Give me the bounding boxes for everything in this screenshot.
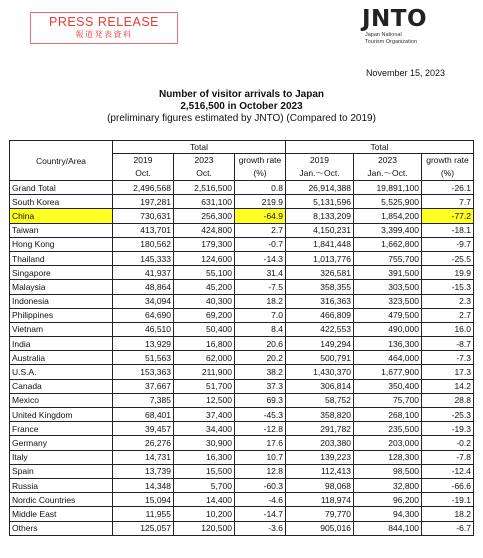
cell-ytd_g: -66.6 <box>422 478 474 492</box>
cell-oct2023: 69,200 <box>174 308 235 322</box>
cell-ytd_g: -7.3 <box>422 351 474 365</box>
cell-oct2023: 37,400 <box>174 408 235 422</box>
cell-ytd2023: 1,854,200 <box>354 209 422 223</box>
table-row <box>10 507 474 521</box>
country-name: Australia <box>10 351 113 365</box>
cell-ytd2019: 1,430,370 <box>286 365 354 379</box>
cell-ytd_g: -7.8 <box>422 450 474 464</box>
cell-oct_g: 219.9 <box>235 195 286 209</box>
cell-ytd_g: -8.7 <box>422 337 474 351</box>
cell-ytd_g: 19.9 <box>422 266 474 280</box>
cell-ytd_g: 28.8 <box>422 393 474 407</box>
cell-ytd2019: 326,581 <box>286 266 354 280</box>
table-row <box>10 478 474 492</box>
cell-oct_g: -45.3 <box>235 408 286 422</box>
cell-ytd2023: 75,700 <box>354 393 422 407</box>
cell-ytd_g: -18.1 <box>422 223 474 237</box>
cell-ytd2019: 306,814 <box>286 379 354 393</box>
cell-oct_g: 7.0 <box>235 308 286 322</box>
cell-ytd2023: 464,000 <box>354 351 422 365</box>
period-ytd-2019: Jan.～Oct. <box>286 166 354 181</box>
cell-ytd2019: 26,914,388 <box>286 181 354 195</box>
period-oct-2019: Oct. <box>113 166 174 181</box>
cell-oct2019: 413,701 <box>113 223 174 237</box>
country-name: U.S.A. <box>10 365 113 379</box>
cell-oct2023: 631,100 <box>174 195 235 209</box>
cell-ytd2023: 755,700 <box>354 251 422 265</box>
heading-total: 2,516,500 in October 2023 <box>180 101 303 112</box>
table-row <box>10 251 474 265</box>
cell-ytd_g: 17.3 <box>422 365 474 379</box>
period-oct-2023: Oct. <box>174 166 235 181</box>
unit-ytd: (%) <box>422 166 474 181</box>
cell-oct2019: 145,333 <box>113 251 174 265</box>
table-row <box>10 280 474 294</box>
cell-oct2023: 16,800 <box>174 337 235 351</box>
table-row <box>10 266 474 280</box>
cell-oct2023: 40,300 <box>174 294 235 308</box>
cell-ytd2023: 136,300 <box>354 337 422 351</box>
visitor-arrivals-table <box>9 140 474 536</box>
cell-oct_g: 8.4 <box>235 322 286 336</box>
cell-ytd2019: 118,974 <box>286 493 354 507</box>
cell-oct_g: 20.2 <box>235 351 286 365</box>
cell-oct2019: 14,731 <box>113 450 174 464</box>
cell-oct2019: 730,631 <box>113 209 174 223</box>
col-growth-oct: growth rate <box>235 154 286 167</box>
country-name: Russia <box>10 478 113 492</box>
cell-ytd2019: 4,150,231 <box>286 223 354 237</box>
country-name: Others <box>10 521 113 535</box>
cell-oct2023: 34,400 <box>174 422 235 436</box>
cell-ytd2023: 490,000 <box>354 322 422 336</box>
table-row <box>10 393 474 407</box>
cell-oct2023: 256,300 <box>174 209 235 223</box>
cell-oct_g: 18.2 <box>235 294 286 308</box>
cell-ytd_g: 16.0 <box>422 322 474 336</box>
cell-oct2019: 15,094 <box>113 493 174 507</box>
cell-oct_g: 69.3 <box>235 393 286 407</box>
cell-oct_g: 2.7 <box>235 223 286 237</box>
cell-ytd2023: 5,525,900 <box>354 195 422 209</box>
cell-ytd2023: 323,500 <box>354 294 422 308</box>
table-row <box>10 237 474 251</box>
release-date: November 15, 2023 <box>365 68 445 78</box>
cell-oct2019: 51,563 <box>113 351 174 365</box>
cell-oct2023: 424,800 <box>174 223 235 237</box>
cell-oct2019: 13,929 <box>113 337 174 351</box>
cell-oct_g: 17.6 <box>235 436 286 450</box>
table-row <box>10 308 474 322</box>
country-header: Country/Area <box>10 141 113 181</box>
col-growth-ytd: growth rate <box>422 154 474 167</box>
cell-oct2019: 125,057 <box>113 521 174 535</box>
cell-oct2023: 10,200 <box>174 507 235 521</box>
cell-ytd_g: -19.3 <box>422 422 474 436</box>
cell-oct2019: 64,690 <box>113 308 174 322</box>
cell-oct_g: -3.6 <box>235 521 286 535</box>
table-row <box>10 493 474 507</box>
cell-ytd2023: 94,300 <box>354 507 422 521</box>
country-name: Taiwan <box>10 223 113 237</box>
cell-ytd2019: 1,013,776 <box>286 251 354 265</box>
period-ytd-2023: Jan.～Oct. <box>354 166 422 181</box>
table-row <box>10 322 474 336</box>
logo-wordmark: JNTO <box>362 6 428 32</box>
cell-oct2023: 51,700 <box>174 379 235 393</box>
cell-oct_g: -14.3 <box>235 251 286 265</box>
cell-ytd2019: 203,380 <box>286 436 354 450</box>
country-name: Spain <box>10 464 113 478</box>
cell-oct2023: 5,700 <box>174 478 235 492</box>
cell-ytd_g: -26.1 <box>422 181 474 195</box>
cell-oct_g: 10.7 <box>235 450 286 464</box>
cell-oct2023: 45,200 <box>174 280 235 294</box>
press-release-title: PRESS RELEASE <box>48 15 159 29</box>
cell-oct2019: 48,864 <box>113 280 174 294</box>
country-name: China <box>10 209 113 223</box>
cell-oct_g: -64.9 <box>235 209 286 223</box>
cell-oct2023: 14,400 <box>174 493 235 507</box>
country-name: Grand Total <box>10 181 113 195</box>
cell-oct_g: 31.4 <box>235 266 286 280</box>
cell-oct2023: 120,500 <box>174 521 235 535</box>
country-name: Hong Kong <box>10 237 113 251</box>
cell-ytd2019: 98,068 <box>286 478 354 492</box>
group-header-ytd: Total <box>286 141 474 154</box>
cell-ytd2019: 466,809 <box>286 308 354 322</box>
heading-note: (preliminary figures estimated by JNTO) (Compared to 2019) <box>107 113 376 124</box>
table-row <box>10 351 474 365</box>
country-name: Philippines <box>10 308 113 322</box>
cell-oct2023: 124,600 <box>174 251 235 265</box>
country-name: South Korea <box>10 195 113 209</box>
cell-ytd2023: 32,800 <box>354 478 422 492</box>
country-name: Thailand <box>10 251 113 265</box>
country-name: Germany <box>10 436 113 450</box>
cell-ytd_g: 14.2 <box>422 379 474 393</box>
cell-oct2023: 12,500 <box>174 393 235 407</box>
cell-ytd_g: -25.5 <box>422 251 474 265</box>
country-name: Middle East <box>10 507 113 521</box>
table-row <box>10 209 474 223</box>
country-name: India <box>10 337 113 351</box>
cell-ytd2019: 358,355 <box>286 280 354 294</box>
table-row <box>10 464 474 478</box>
cell-ytd2019: 149,294 <box>286 337 354 351</box>
col-2019-oct: 2019 <box>113 154 174 167</box>
country-name: Nordic Countries <box>10 493 113 507</box>
cell-oct2023: 15,500 <box>174 464 235 478</box>
table-row <box>10 365 474 379</box>
cell-oct_g: -60.3 <box>235 478 286 492</box>
country-name: Malaysia <box>10 280 113 294</box>
cell-ytd2019: 422,553 <box>286 322 354 336</box>
cell-oct2023: 30,900 <box>174 436 235 450</box>
country-name: Vietnam <box>10 322 113 336</box>
table-row <box>10 294 474 308</box>
table-row <box>10 521 474 535</box>
cell-oct2019: 7,385 <box>113 393 174 407</box>
cell-oct2019: 46,510 <box>113 322 174 336</box>
cell-oct2019: 37,667 <box>113 379 174 393</box>
country-name: France <box>10 422 113 436</box>
cell-oct2019: 13,739 <box>113 464 174 478</box>
cell-ytd2019: 139,223 <box>286 450 354 464</box>
cell-ytd_g: -77.2 <box>422 209 474 223</box>
cell-oct2023: 62,000 <box>174 351 235 365</box>
cell-oct_g: 0.8 <box>235 181 286 195</box>
cell-ytd2019: 8,133,209 <box>286 209 354 223</box>
cell-oct2019: 26,276 <box>113 436 174 450</box>
cell-ytd2023: 1,662,800 <box>354 237 422 251</box>
cell-ytd2023: 303,500 <box>354 280 422 294</box>
cell-oct2019: 39,457 <box>113 422 174 436</box>
cell-oct2023: 16,300 <box>174 450 235 464</box>
cell-ytd2023: 391,500 <box>354 266 422 280</box>
cell-oct2019: 2,496,568 <box>113 181 174 195</box>
cell-oct2019: 153,363 <box>113 365 174 379</box>
cell-ytd2019: 905,016 <box>286 521 354 535</box>
col-2023-oct: 2023 <box>174 154 235 167</box>
cell-ytd2019: 79,770 <box>286 507 354 521</box>
heading-title: Number of visitor arrivals to Japan <box>158 89 325 100</box>
table-row <box>10 422 474 436</box>
cell-ytd2023: 3,399,400 <box>354 223 422 237</box>
cell-ytd2023: 98,500 <box>354 464 422 478</box>
cell-ytd_g: -25.3 <box>422 408 474 422</box>
cell-ytd_g: 18.2 <box>422 507 474 521</box>
cell-oct2019: 14,348 <box>113 478 174 492</box>
cell-ytd_g: -12.4 <box>422 464 474 478</box>
cell-ytd2019: 1,841,448 <box>286 237 354 251</box>
country-name: Canada <box>10 379 113 393</box>
cell-oct2023: 179,300 <box>174 237 235 251</box>
cell-ytd_g: 2.7 <box>422 308 474 322</box>
cell-oct_g: 12.8 <box>235 464 286 478</box>
country-name: Mexico <box>10 393 113 407</box>
cell-oct2023: 2,516,500 <box>174 181 235 195</box>
cell-ytd2019: 112,413 <box>286 464 354 478</box>
cell-oct2019: 11,955 <box>113 507 174 521</box>
cell-ytd2023: 128,300 <box>354 450 422 464</box>
cell-oct2019: 34,094 <box>113 294 174 308</box>
cell-oct2019: 68,401 <box>113 408 174 422</box>
country-name: Singapore <box>10 266 113 280</box>
cell-ytd2023: 96,200 <box>354 493 422 507</box>
cell-oct_g: 37.3 <box>235 379 286 393</box>
cell-oct2019: 41,937 <box>113 266 174 280</box>
cell-oct_g: -14.7 <box>235 507 286 521</box>
cell-ytd2019: 316,363 <box>286 294 354 308</box>
cell-ytd2023: 479,500 <box>354 308 422 322</box>
group-header-oct: Total <box>113 141 286 154</box>
cell-oct2023: 50,400 <box>174 322 235 336</box>
country-name: Indonesia <box>10 294 113 308</box>
cell-oct_g: 38.2 <box>235 365 286 379</box>
press-release-subtitle: 報道発表資料 <box>75 30 133 39</box>
cell-ytd2023: 235,500 <box>354 422 422 436</box>
cell-ytd_g: -6.7 <box>422 521 474 535</box>
table-row <box>10 337 474 351</box>
header-row-group <box>10 141 474 154</box>
cell-ytd_g: -19.1 <box>422 493 474 507</box>
cell-ytd2023: 203,000 <box>354 436 422 450</box>
cell-oct_g: -7.5 <box>235 280 286 294</box>
table-row <box>10 408 474 422</box>
logo-tagline-1: Japan National <box>365 32 402 38</box>
cell-oct_g: 20.6 <box>235 337 286 351</box>
table-row <box>10 379 474 393</box>
table-row <box>10 195 474 209</box>
cell-ytd2019: 291,782 <box>286 422 354 436</box>
cell-oct_g: -0.7 <box>235 237 286 251</box>
cell-ytd2023: 844,100 <box>354 521 422 535</box>
cell-ytd_g: -0.2 <box>422 436 474 450</box>
cell-oct_g: -12.8 <box>235 422 286 436</box>
cell-ytd2023: 350,400 <box>354 379 422 393</box>
table-row <box>10 223 474 237</box>
table-row <box>10 436 474 450</box>
unit-oct: (%) <box>235 166 286 181</box>
cell-ytd2019: 358,820 <box>286 408 354 422</box>
country-name: United Kingdom <box>10 408 113 422</box>
cell-ytd_g: -9.7 <box>422 237 474 251</box>
press-release-stamp <box>30 12 178 44</box>
table-row <box>10 450 474 464</box>
cell-oct2019: 180,562 <box>113 237 174 251</box>
jnto-logo <box>362 6 454 45</box>
col-2023-ytd: 2023 <box>354 154 422 167</box>
cell-oct2019: 197,281 <box>113 195 174 209</box>
cell-ytd2023: 1,677,900 <box>354 365 422 379</box>
cell-ytd_g: 7.7 <box>422 195 474 209</box>
cell-ytd_g: -15.3 <box>422 280 474 294</box>
cell-oct_g: -4.6 <box>235 493 286 507</box>
cell-ytd2019: 500,791 <box>286 351 354 365</box>
country-name: Italy <box>10 450 113 464</box>
table-row <box>10 181 474 195</box>
col-2019-ytd: 2019 <box>286 154 354 167</box>
logo-tagline-2: Tourism Organization <box>365 38 417 45</box>
cell-ytd2019: 58,752 <box>286 393 354 407</box>
cell-oct2023: 211,900 <box>174 365 235 379</box>
cell-oct2023: 55,100 <box>174 266 235 280</box>
cell-ytd2023: 268,100 <box>354 408 422 422</box>
cell-ytd2019: 5,131,596 <box>286 195 354 209</box>
cell-ytd_g: 2.3 <box>422 294 474 308</box>
cell-ytd2023: 19,891,100 <box>354 181 422 195</box>
